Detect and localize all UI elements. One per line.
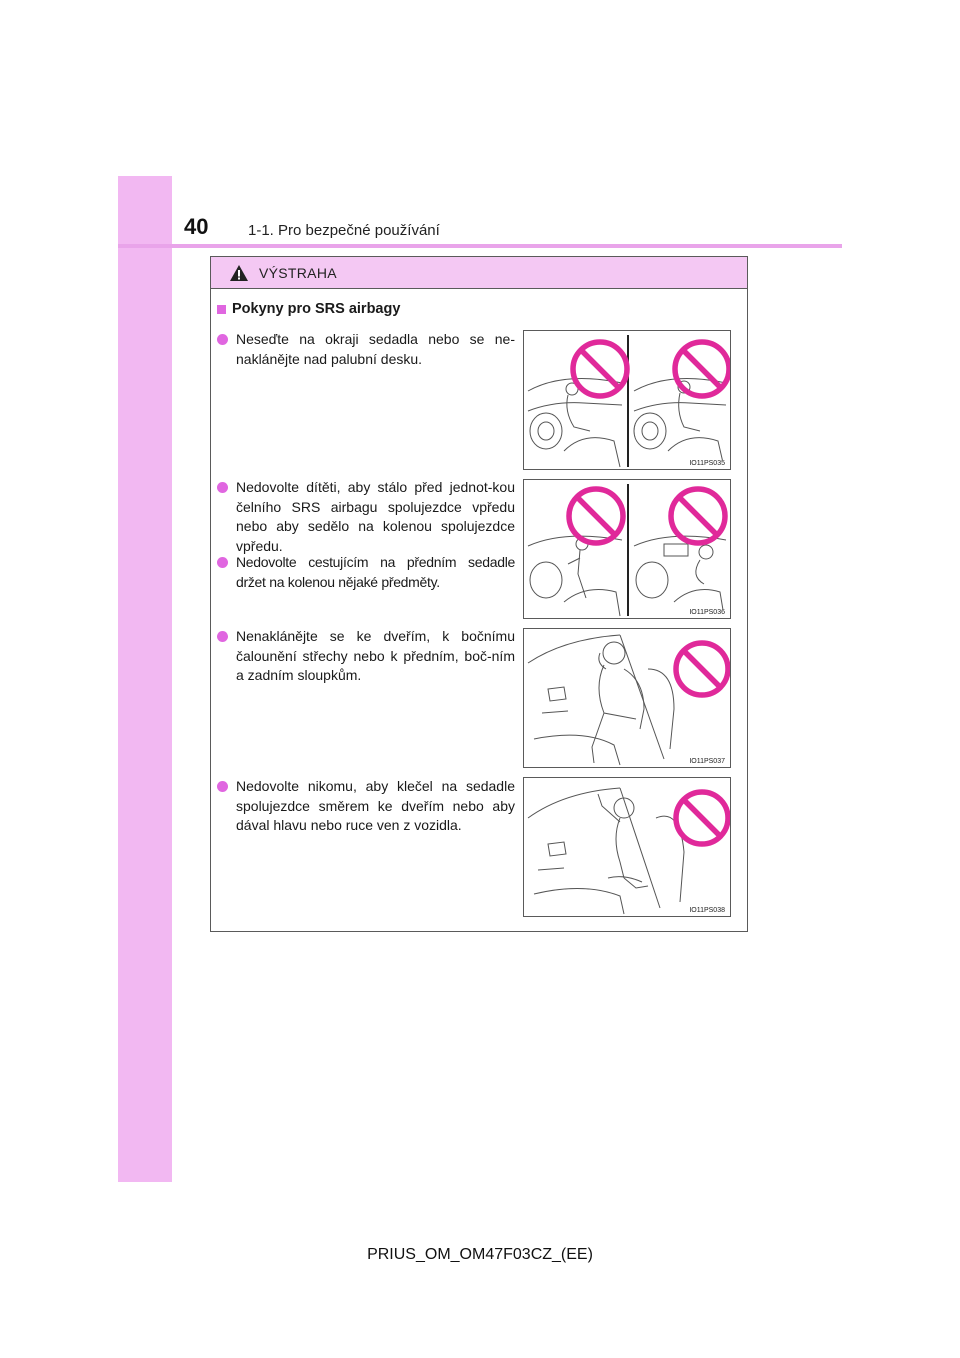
square-bullet-icon (217, 305, 226, 314)
warning-item-text: Nenaklánějte se ke dveřím, k bočnímu čalounění střechy nebo k předním, boč-ním a zadním sloupkům. (236, 628, 515, 683)
illustration-code: IO11PS036 (689, 609, 725, 616)
warning-item (217, 777, 515, 836)
warning-item (217, 627, 515, 686)
round-bullet-icon (217, 781, 228, 792)
warning-item-text: Nedovolte dítěti, aby stálo před jednot-kou čelního SRS airbagu spolujezdce vpředu nebo aby sedělo na kolenou spolujezdce vpředu. (236, 479, 515, 554)
warning-item-text: Nedovolte nikomu, aby klečel na sedadle spolujezdce směrem ke dveřím nebo aby dával hlavu nebo ruce ven z vozidla. (236, 778, 515, 833)
illustration-code: IO11PS037 (689, 758, 725, 765)
round-bullet-icon (217, 482, 228, 493)
round-bullet-icon (217, 631, 228, 642)
warning-item (217, 478, 515, 556)
warning-item (217, 553, 515, 592)
warning-item-text: Neseďte na okraji sedadla nebo se ne-naklánějte nad palubní desku. (236, 331, 515, 367)
warning-item-text: Nedovolte cestujícím na předním sedadle držet na kolenou nějaké předměty. (236, 554, 515, 590)
round-bullet-icon (217, 334, 228, 345)
illustration-no-leaning-over-dash (523, 330, 731, 470)
round-bullet-icon (217, 557, 228, 568)
page-number: 40 (184, 214, 209, 239)
section-title: 1-1. Pro bezpečné používání (248, 222, 440, 239)
warning-header (211, 257, 747, 289)
warning-box (210, 256, 748, 932)
section-subheading (217, 301, 400, 317)
illustration-no-child-before-airbag (523, 479, 731, 619)
warning-triangle-icon (229, 264, 249, 282)
document-code-footer: PRIUS_OM_OM47F03CZ_(EE) (367, 1246, 593, 1263)
warning-label: VÝSTRAHA (259, 264, 337, 281)
warning-item (217, 330, 515, 369)
illustration-code: IO11PS035 (689, 460, 725, 467)
illustration-code: IO11PS038 (689, 907, 725, 914)
side-tab-band (118, 176, 172, 1182)
illustration-no-kneeling-on-seat (523, 777, 731, 917)
subheading-text: Pokyny pro SRS airbagy (232, 301, 401, 317)
header-rule (118, 244, 842, 248)
illustration-no-leaning-on-door (523, 628, 731, 768)
